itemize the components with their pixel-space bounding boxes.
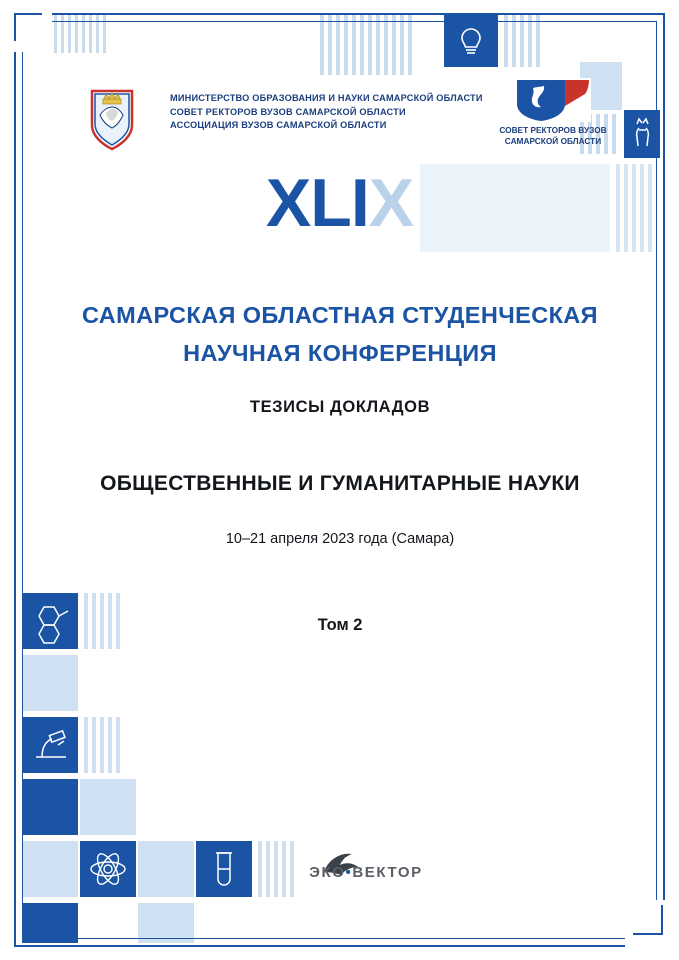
rector-logo-line-2: САМАРСКОЙ ОБЛАСТИ bbox=[504, 136, 602, 146]
organization-line-3: АССОЦИАЦИЯ ВУЗОВ САМАРСКОЙ ОБЛАСТИ bbox=[170, 120, 387, 130]
roman-numeral-part1: XLI bbox=[265, 165, 369, 241]
rector-council-logo-icon bbox=[487, 78, 619, 164]
volume-label: Том 2 bbox=[317, 616, 363, 634]
publisher-word-1: ЭКО bbox=[309, 864, 346, 881]
subtitle: ТЕЗИСЫ ДОКЛАДОВ bbox=[249, 398, 431, 416]
conference-dates: 10–21 апреля 2023 года (Самара) bbox=[225, 531, 455, 547]
publisher-name bbox=[276, 864, 456, 881]
organization-line-2: СОВЕТ РЕКТОРОВ ВУЗОВ САМАРСКОЙ ОБЛАСТИ bbox=[170, 106, 406, 117]
title-line-2: НАУЧНАЯ КОНФЕРЕНЦИЯ bbox=[183, 340, 497, 366]
section-title: ОБЩЕСТВЕННЫЕ И ГУМАНИТАРНЫЕ НАУКИ bbox=[100, 472, 580, 495]
publisher-word-2: ВЕКТОР bbox=[352, 864, 423, 881]
title-line-1: САМАРСКАЯ ОБЛАСТНАЯ СТУДЕНЧЕСКАЯ bbox=[82, 302, 598, 328]
publisher-separator: • bbox=[345, 864, 353, 881]
organization-line-1: МИНИСТЕРСТВО ОБРАЗОВАНИЯ И НАУКИ САМАРСКОЙ ОБЛАСТИ bbox=[170, 93, 483, 103]
organizations-block bbox=[170, 92, 520, 133]
corner-mark-bottom-right bbox=[633, 905, 663, 935]
page-title bbox=[60, 296, 620, 372]
roman-numeral-part2: X bbox=[368, 165, 414, 241]
corner-mark-top-left bbox=[14, 13, 42, 41]
coat-of-arms-icon bbox=[86, 85, 138, 151]
roman-numeral bbox=[0, 164, 679, 242]
rector-logo-line-1: СОВЕТ РЕКТОРОВ ВУЗОВ bbox=[499, 125, 607, 135]
rector-council-logo-text bbox=[487, 125, 619, 147]
